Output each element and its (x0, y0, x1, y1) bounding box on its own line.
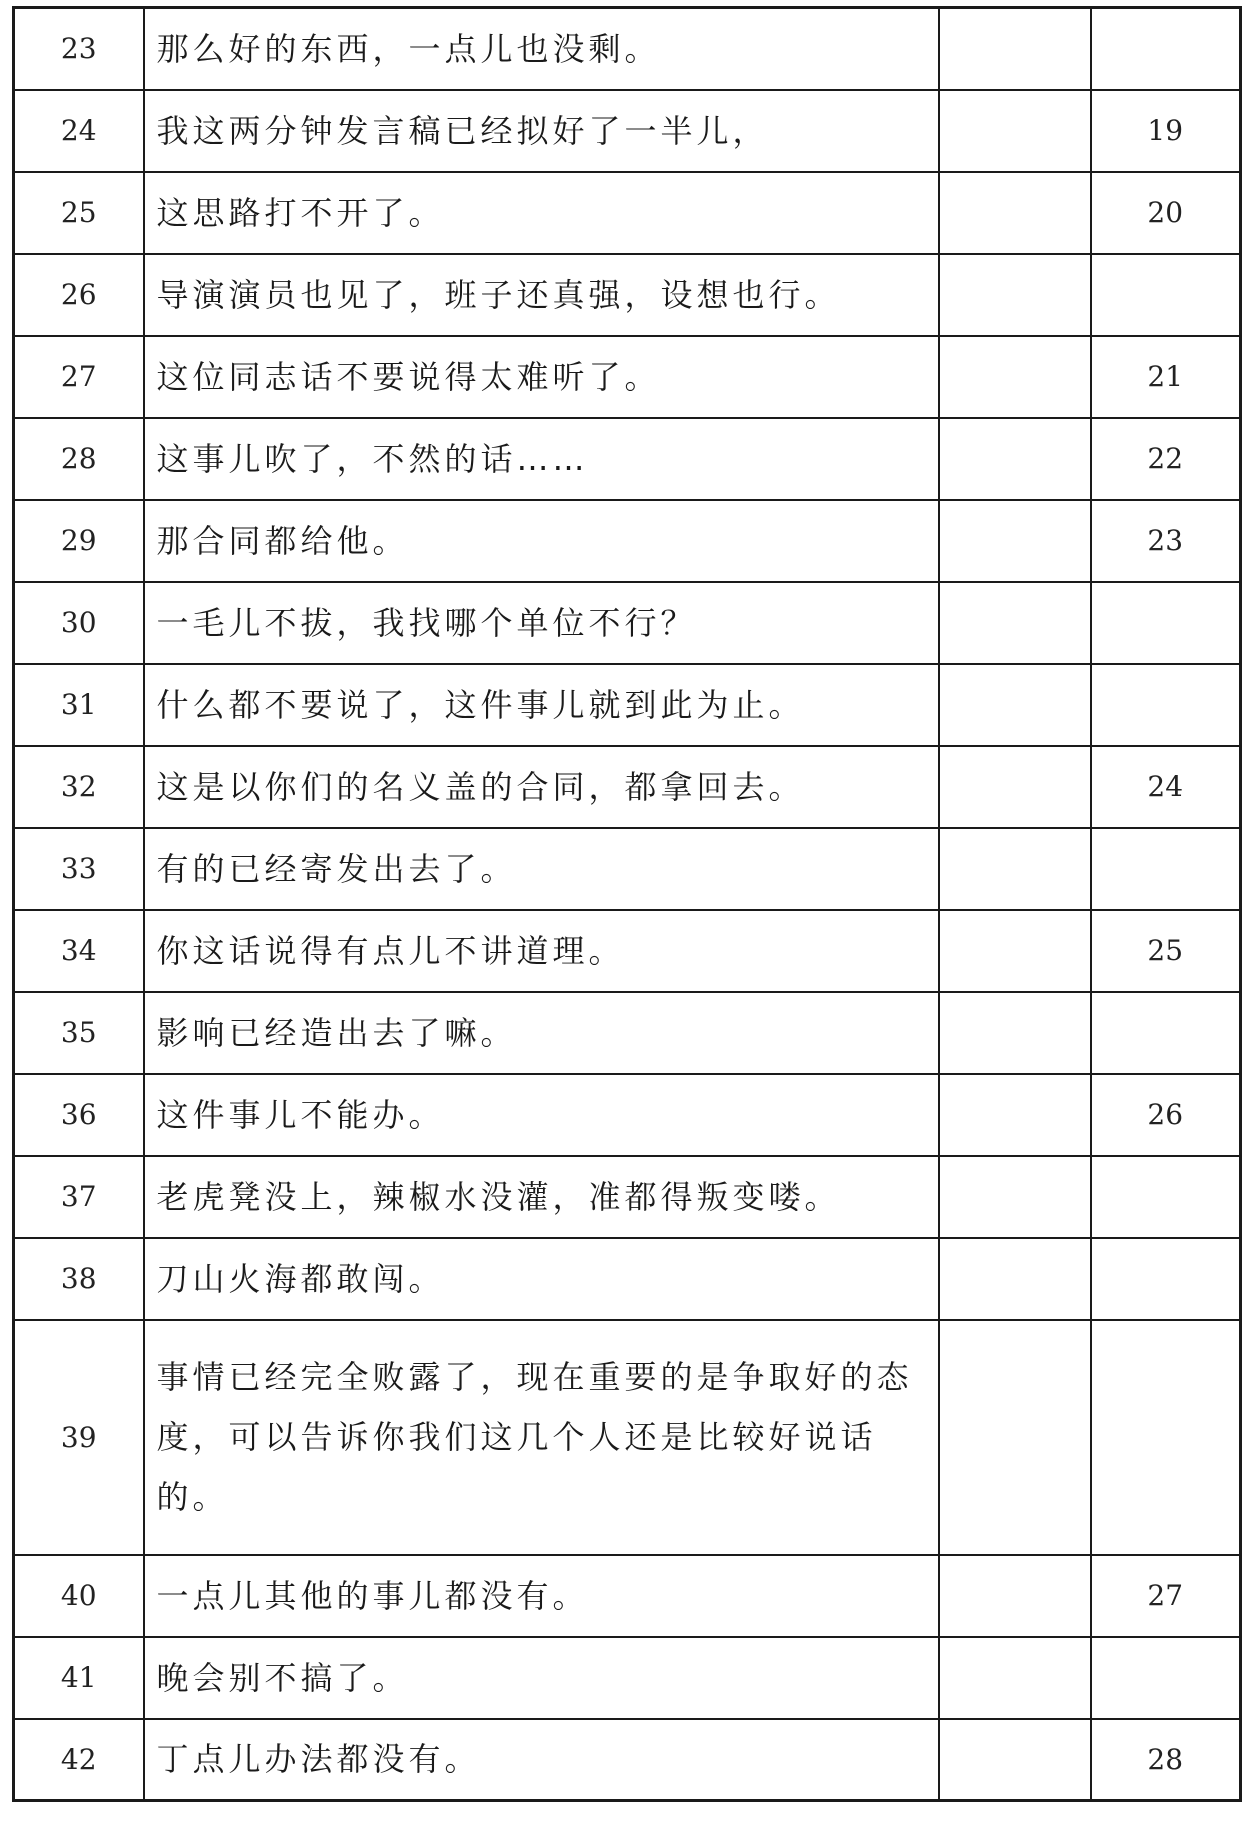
row-number: 30 (14, 582, 144, 664)
blank-cell (939, 1320, 1091, 1555)
table-row (14, 1555, 1241, 1637)
sentence-text: 那合同都给他。 (144, 500, 939, 582)
blank-cell (939, 1074, 1091, 1156)
reference-number (1091, 1637, 1241, 1719)
blank-cell (939, 1555, 1091, 1637)
blank-cell (939, 90, 1091, 172)
row-number: 25 (14, 172, 144, 254)
table-row (14, 1074, 1241, 1156)
sentence-text: 晚会别不搞了。 (144, 1637, 939, 1719)
table-row (14, 172, 1241, 254)
row-number: 32 (14, 746, 144, 828)
blank-cell (939, 1637, 1091, 1719)
document-page (12, 6, 1239, 1802)
blank-cell (939, 172, 1091, 254)
blank-cell (939, 1719, 1091, 1801)
table-row (14, 828, 1241, 910)
row-number: 42 (14, 1719, 144, 1801)
table-row (14, 1637, 1241, 1719)
blank-cell (939, 500, 1091, 582)
row-number: 33 (14, 828, 144, 910)
reference-number: 20 (1091, 172, 1241, 254)
reference-number: 28 (1091, 1719, 1241, 1801)
row-number: 39 (14, 1320, 144, 1555)
reference-number (1091, 8, 1241, 90)
blank-cell (939, 910, 1091, 992)
reference-number (1091, 828, 1241, 910)
row-number: 41 (14, 1637, 144, 1719)
blank-cell (939, 828, 1091, 910)
reference-number (1091, 582, 1241, 664)
blank-cell (939, 418, 1091, 500)
sentence-text: 刀山火海都敢闯。 (144, 1238, 939, 1320)
sentence-text: 什么都不要说了，这件事儿就到此为止。 (144, 664, 939, 746)
table-row (14, 336, 1241, 418)
reference-number: 21 (1091, 336, 1241, 418)
table-row (14, 500, 1241, 582)
row-number: 29 (14, 500, 144, 582)
row-number: 40 (14, 1555, 144, 1637)
sentence-text: 丁点儿办法都没有。 (144, 1719, 939, 1801)
reference-number (1091, 992, 1241, 1074)
row-number: 37 (14, 1156, 144, 1238)
row-number: 24 (14, 90, 144, 172)
blank-cell (939, 664, 1091, 746)
table-row (14, 90, 1241, 172)
table-row (14, 1238, 1241, 1320)
table-row (14, 1320, 1241, 1555)
table-row (14, 582, 1241, 664)
sentence-text: 有的已经寄发出去了。 (144, 828, 939, 910)
sentence-text: 这思路打不开了。 (144, 172, 939, 254)
row-number: 31 (14, 664, 144, 746)
blank-cell (939, 582, 1091, 664)
blank-cell (939, 992, 1091, 1074)
table-row (14, 746, 1241, 828)
row-number: 35 (14, 992, 144, 1074)
reference-number: 23 (1091, 500, 1241, 582)
reference-number: 27 (1091, 1555, 1241, 1637)
table-row (14, 254, 1241, 336)
table-row (14, 8, 1241, 90)
blank-cell (939, 1156, 1091, 1238)
reference-number (1091, 1156, 1241, 1238)
sentence-text: 这事儿吹了，不然的话…… (144, 418, 939, 500)
reference-number (1091, 1320, 1241, 1555)
reference-number: 22 (1091, 418, 1241, 500)
sentence-text: 那么好的东西，一点儿也没剩。 (144, 8, 939, 90)
table-row (14, 1156, 1241, 1238)
table-row (14, 418, 1241, 500)
sentence-text: 事情已经完全败露了，现在重要的是争取好的态度，可以告诉你我们这几个人还是比较好说话的。 (144, 1320, 939, 1555)
reference-number: 25 (1091, 910, 1241, 992)
reference-number (1091, 254, 1241, 336)
blank-cell (939, 746, 1091, 828)
table-row (14, 1719, 1241, 1801)
sentence-text: 我这两分钟发言稿已经拟好了一半儿， (144, 90, 939, 172)
sentence-text: 影响已经造出去了嘛。 (144, 992, 939, 1074)
row-number: 27 (14, 336, 144, 418)
sentence-table (12, 6, 1242, 1802)
row-number: 26 (14, 254, 144, 336)
sentence-text: 这是以你们的名义盖的合同，都拿回去。 (144, 746, 939, 828)
row-number: 38 (14, 1238, 144, 1320)
reference-number: 19 (1091, 90, 1241, 172)
blank-cell (939, 336, 1091, 418)
blank-cell (939, 8, 1091, 90)
row-number: 28 (14, 418, 144, 500)
blank-cell (939, 1238, 1091, 1320)
reference-number (1091, 1238, 1241, 1320)
blank-cell (939, 254, 1091, 336)
table-row (14, 992, 1241, 1074)
sentence-text: 一点儿其他的事儿都没有。 (144, 1555, 939, 1637)
row-number: 34 (14, 910, 144, 992)
sentence-text: 这位同志话不要说得太难听了。 (144, 336, 939, 418)
row-number: 36 (14, 1074, 144, 1156)
reference-number (1091, 664, 1241, 746)
reference-number: 26 (1091, 1074, 1241, 1156)
sentence-text: 一毛儿不拔，我找哪个单位不行？ (144, 582, 939, 664)
sentence-text: 导演演员也见了，班子还真强，设想也行。 (144, 254, 939, 336)
sentence-text: 你这话说得有点儿不讲道理。 (144, 910, 939, 992)
table-row (14, 910, 1241, 992)
table-row (14, 664, 1241, 746)
sentence-text: 老虎凳没上，辣椒水没灌，准都得叛变喽。 (144, 1156, 939, 1238)
sentence-text: 这件事儿不能办。 (144, 1074, 939, 1156)
reference-number: 24 (1091, 746, 1241, 828)
row-number: 23 (14, 8, 144, 90)
